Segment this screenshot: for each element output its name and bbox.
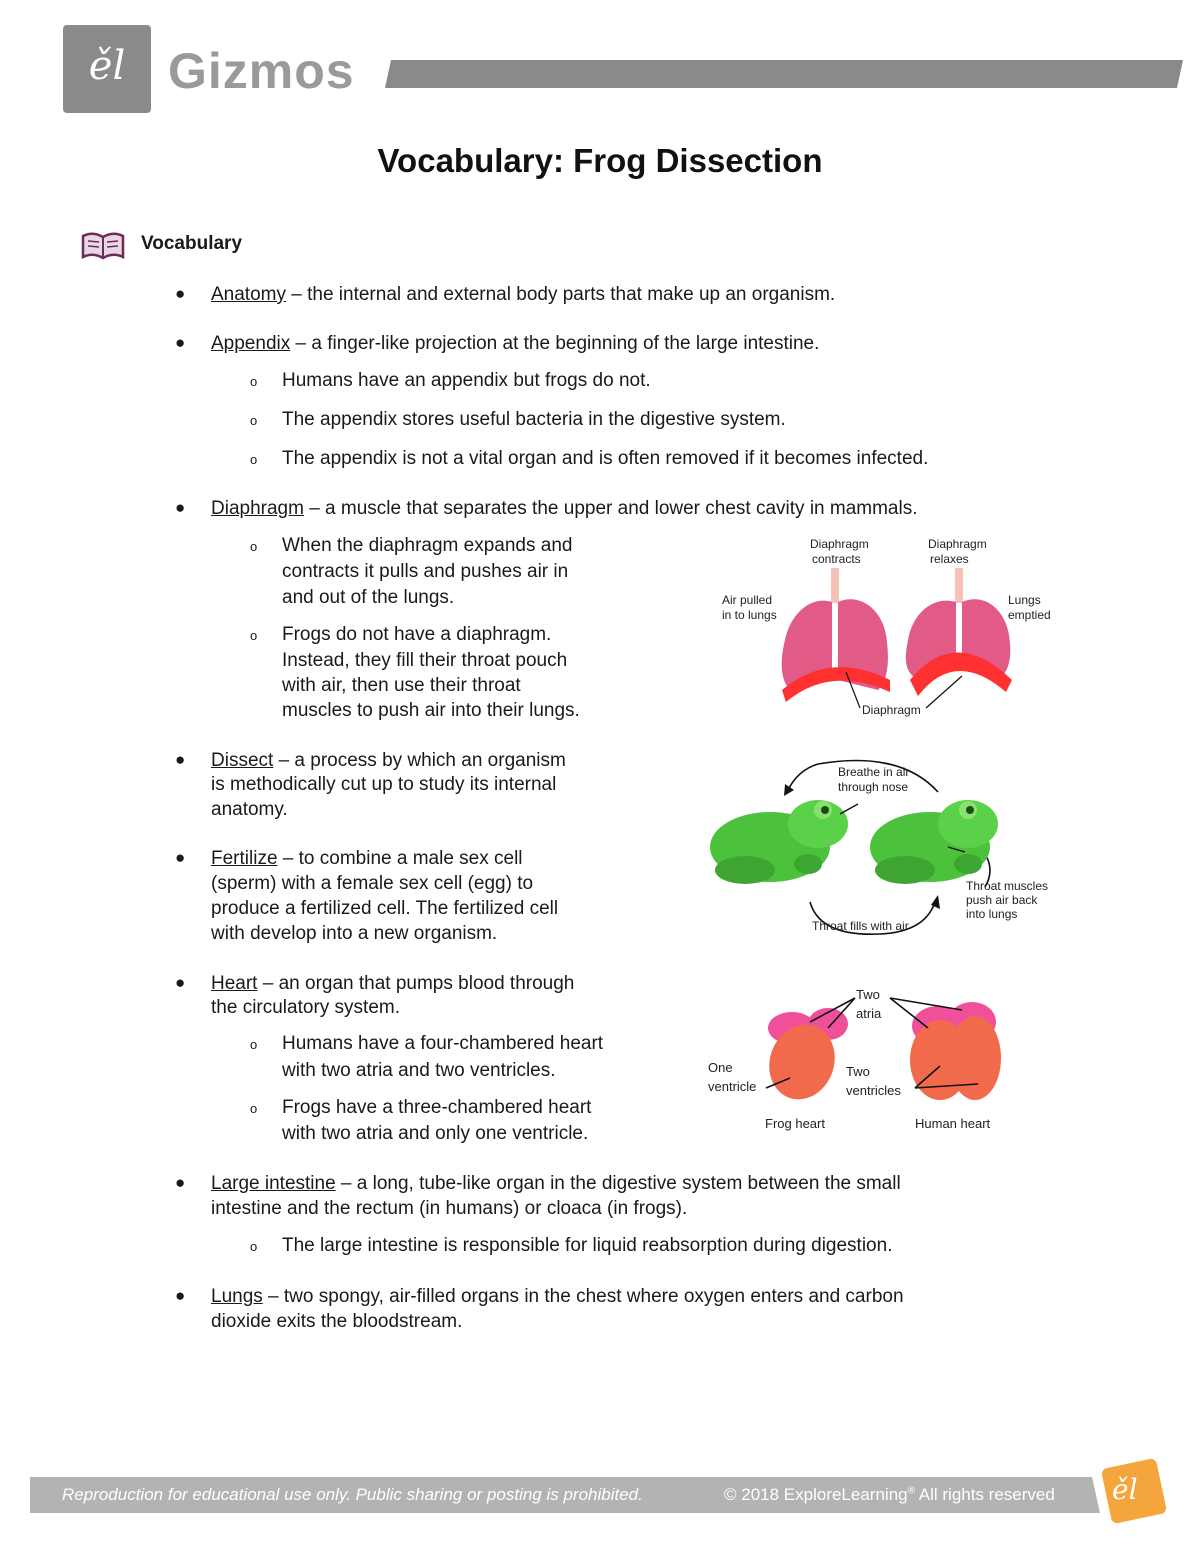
brand-name: Gizmos (168, 43, 355, 99)
entry-cont: produce a fertilized cell. The fertilized cell (211, 898, 559, 919)
label-throat-muscles-3: into lungs (966, 907, 1018, 921)
footer-notice: Reproduction for educational use only. Public sharing or posting is prohibited. (62, 1485, 643, 1504)
sub-bullet-icon: o (250, 1239, 258, 1254)
footer-logo-glyph: ěl (1112, 1473, 1138, 1506)
label-throat-muscles-2: push air back (966, 893, 1038, 907)
sub-bullet-icon: o (250, 628, 258, 643)
term: Fertilize (211, 848, 278, 869)
sub-item: The appendix is not a vital organ and is often removed if it becomes infected. (282, 448, 929, 469)
bullet-icon: ● (175, 848, 186, 867)
entry-diaphragm (211, 496, 918, 521)
sub-item: Frogs have a three-chambered heart (282, 1097, 592, 1118)
term: Dissect (211, 750, 274, 771)
definition: – a finger-like projection at the beginning of the large intestine. (290, 333, 820, 354)
label-throat-fills: Throat fills with air (812, 919, 909, 933)
definition: – the internal and external body parts that make up an organism. (285, 284, 836, 305)
sub-item-cont: muscles to push air into their lungs. (282, 700, 580, 721)
term: Lungs (211, 1286, 263, 1307)
sub-bullet-icon: o (250, 452, 258, 467)
label-frog-heart: Frog heart (765, 1116, 825, 1131)
entry-cont: (sperm) with a female sex cell (egg) to (211, 873, 534, 894)
label-two-ventricles: Two (846, 1064, 870, 1079)
sub-item-cont: and out of the lungs. (282, 587, 455, 608)
bullet-icon: ● (175, 750, 186, 769)
entry-anatomy (211, 282, 835, 307)
sub-bullet-icon: o (250, 374, 258, 389)
entry-heart (211, 971, 574, 996)
sub-item-cont: Instead, they fill their throat pouch (282, 650, 568, 671)
entry-cont: is methodically cut up to study its internal (211, 774, 557, 795)
entry-fertilize (211, 846, 523, 871)
label-diaphragm-relaxes-2: relaxes (930, 552, 969, 566)
lungs-right (906, 568, 1012, 696)
entry-large-intestine (211, 1171, 901, 1196)
term: Heart (211, 973, 258, 994)
label-one-ventricle: One (708, 1060, 733, 1075)
bullet-icon: ● (175, 1173, 186, 1192)
frog-heart (759, 1008, 848, 1109)
label-two-ventricles-2: ventricles (846, 1083, 901, 1098)
label-air-pulled-2: in to lungs (722, 608, 777, 622)
entry-cont: intestine and the rectum (in humans) or cloaca (in frogs). (211, 1198, 688, 1219)
sub-bullet-icon: o (250, 539, 258, 554)
definition: – a muscle that separates the upper and lower chest cavity in mammals. (303, 498, 918, 519)
section-label: Vocabulary (141, 233, 243, 254)
lungs-left (782, 568, 890, 702)
sub-item: The large intestine is responsible for liquid reabsorption during digestion. (282, 1235, 893, 1256)
definition: – a long, tube-like organ in the digestive system between the small (335, 1173, 901, 1194)
definition: – two spongy, air-filled organs in the chest where oxygen enters and carbon (262, 1286, 904, 1307)
label-breathe: Breathe in air (838, 765, 910, 779)
label-diaphragm-contracts: Diaphragm (810, 537, 869, 551)
frog-left (710, 800, 848, 884)
rights-text: All rights reserved (914, 1485, 1055, 1504)
term: Large intestine (211, 1173, 336, 1194)
label-two-atria: Two (856, 987, 880, 1002)
label-throat-muscles: Throat muscles (966, 879, 1049, 893)
copyright-text: © 2018 ExploreLearning (724, 1485, 908, 1504)
page-title: Vocabulary: Frog Dissection (377, 142, 823, 179)
sub-item-cont: with air, then use their throat (282, 675, 521, 696)
entry-appendix (211, 331, 819, 356)
heart-comparison-figure (700, 980, 1070, 1140)
sub-item: When the diaphragm expands and (282, 535, 573, 556)
label-diaphragm: Diaphragm (862, 703, 921, 717)
entry-cont: with develop into a new organism. (211, 923, 498, 944)
label-lungs-emptied: Lungs (1008, 593, 1041, 607)
definition: – a process by which an organism (273, 750, 566, 771)
header-bar (385, 60, 1183, 88)
term: Anatomy (211, 284, 286, 305)
label-lungs-emptied-2: emptied (1008, 608, 1051, 622)
bullet-icon: ● (175, 498, 186, 517)
registered-mark: ® (907, 1485, 915, 1497)
label-breathe-2: through nose (838, 780, 909, 794)
definition: – an organ that pumps blood through (257, 973, 575, 994)
sub-item: Frogs do not have a diaphragm. (282, 624, 552, 645)
logo-glyph: ěl (88, 43, 126, 89)
entry-lungs (211, 1284, 904, 1309)
entry-cont: the circulatory system. (211, 997, 400, 1018)
frog-breathing-figure (700, 752, 1070, 944)
label-air-pulled: Air pulled (722, 593, 773, 607)
bullet-icon: ● (175, 973, 186, 992)
footer-logo-badge (1098, 1455, 1170, 1527)
sub-item-cont: with two atria and two ventricles. (282, 1060, 556, 1081)
sub-bullet-icon: o (250, 413, 258, 428)
sub-bullet-icon: o (250, 1037, 258, 1052)
diaphragm-figure (700, 530, 1070, 725)
label-human-heart: Human heart (915, 1116, 991, 1131)
entry-dissect (211, 748, 566, 773)
term: Diaphragm (211, 498, 304, 519)
bullet-icon: ● (175, 284, 186, 303)
label-one-ventricle-2: ventricle (708, 1079, 757, 1094)
book-icon (80, 230, 126, 260)
label-two-atria-2: atria (856, 1006, 882, 1021)
term: Appendix (211, 333, 291, 354)
label-diaphragm-contracts-2: contracts (812, 552, 861, 566)
sub-item-cont: with two atria and only one ventricle. (282, 1123, 589, 1144)
footer-copyright (724, 1485, 1055, 1505)
explorelearning-logo (63, 25, 151, 113)
sub-item: Humans have an appendix but frogs do not. (282, 370, 651, 391)
entry-cont: anatomy. (211, 799, 288, 820)
sub-item: Humans have a four-chambered heart (282, 1033, 604, 1054)
sub-item: The appendix stores useful bacteria in the digestive system. (282, 409, 786, 430)
sub-item-cont: contracts it pulls and pushes air in (282, 561, 569, 582)
frog-right (870, 800, 998, 884)
bullet-icon: ● (175, 1286, 186, 1305)
label-diaphragm-relaxes: Diaphragm (928, 537, 987, 551)
entry-cont: dioxide exits the bloodstream. (211, 1311, 463, 1332)
bullet-icon: ● (175, 333, 186, 352)
definition: – to combine a male sex cell (277, 848, 523, 869)
sub-bullet-icon: o (250, 1101, 258, 1116)
